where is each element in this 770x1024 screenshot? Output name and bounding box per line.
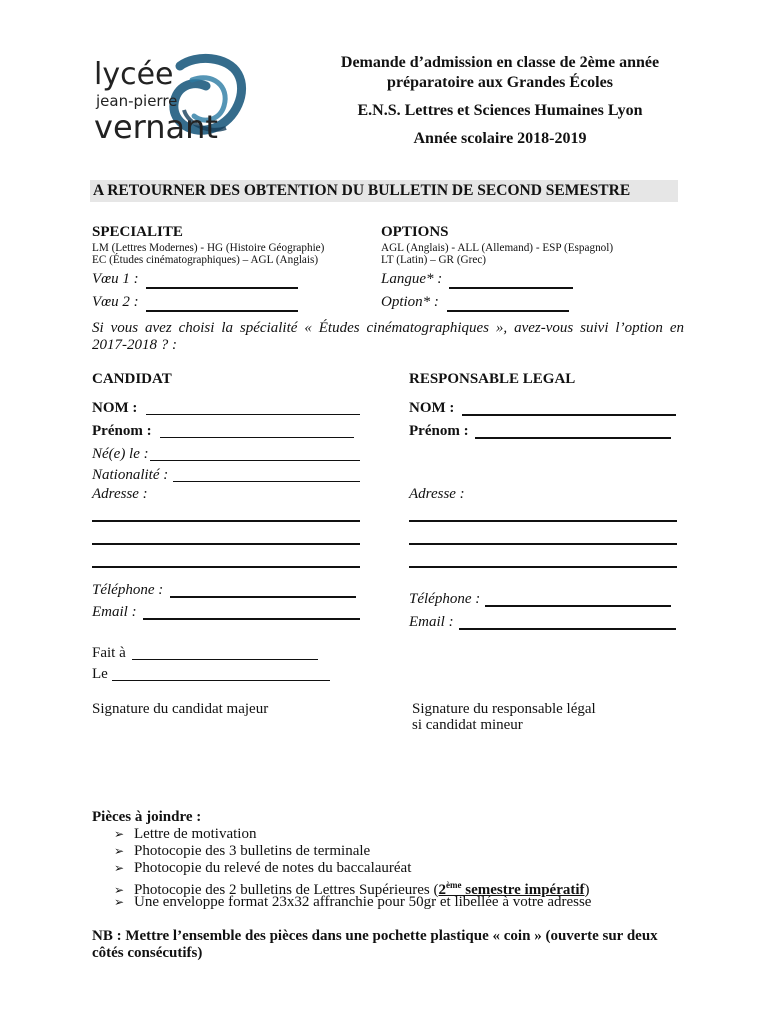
options-desc-2: LT (Latin) – GR (Grec) bbox=[381, 254, 487, 266]
langue-label: Langue* : bbox=[381, 271, 443, 287]
candidat-nom-field[interactable] bbox=[146, 414, 360, 415]
responsable-adresse-line-2[interactable] bbox=[409, 543, 677, 545]
piece-item: ➢ Photocopie des 2 bulletins de Lettres Supérieures (2ème semestre impératif) bbox=[114, 880, 590, 898]
specialite-desc-1: LM (Lettres Modernes) - HG (Histoire Géographie) bbox=[92, 242, 325, 254]
pieces-heading: Pièces à joindre : bbox=[92, 809, 202, 825]
options-desc-1: AGL (Anglais) - ALL (Allemand) - ESP (Espagnol) bbox=[381, 242, 614, 254]
piece-text: Photocopie du relevé de notes du baccalauréat bbox=[134, 860, 412, 876]
candidat-adresse-label: Adresse : bbox=[92, 486, 148, 502]
return-banner: A RETOURNER DES OBTENTION DU BULLETIN DE SECOND SEMESTRE bbox=[90, 180, 678, 202]
candidat-nationalite-field[interactable] bbox=[173, 481, 360, 482]
piece-item bbox=[114, 894, 591, 911]
voeu2-field[interactable] bbox=[146, 310, 298, 312]
logo-text-lycee: lycée bbox=[94, 57, 174, 92]
responsable-telephone-field[interactable] bbox=[485, 605, 671, 607]
signature-responsable-label-1: Signature du responsable légal bbox=[412, 701, 596, 717]
candidat-email-label: Email : bbox=[92, 604, 137, 620]
option-field[interactable] bbox=[447, 310, 569, 312]
responsable-heading: RESPONSABLE LEGAL bbox=[409, 371, 576, 387]
responsable-adresse-label: Adresse : bbox=[409, 486, 465, 502]
responsable-prenom-field[interactable] bbox=[475, 437, 671, 439]
responsable-nom-label: NOM : bbox=[409, 400, 455, 416]
arrowhead-bullet-icon: ➢ bbox=[114, 883, 125, 897]
candidat-heading: CANDIDAT bbox=[92, 371, 172, 387]
voeu1-label: Vœu 1 : bbox=[92, 271, 139, 287]
candidat-adresse-line-1[interactable] bbox=[92, 520, 360, 522]
candidat-prenom-field[interactable] bbox=[160, 437, 354, 438]
semestre-emphasis: 2ème semestre impératif bbox=[438, 880, 585, 898]
question-line-1: Si vous avez choisi la spécialité « Études cinématographiques », avez-vous suivi l’option en bbox=[92, 320, 684, 336]
question-line-2: 2017-2018 ? : bbox=[92, 337, 177, 353]
nb-note-line-2: côtés consécutifs) bbox=[92, 945, 203, 961]
logo-text-vernant: vernant bbox=[94, 108, 218, 146]
candidat-adresse-line-2[interactable] bbox=[92, 543, 360, 545]
piece-text: Photocopie des 3 bulletins de terminale bbox=[134, 843, 371, 859]
candidat-nom-label: NOM : bbox=[92, 400, 138, 416]
candidat-naissance-label: Né(e) le : bbox=[92, 446, 149, 462]
arrowhead-bullet-icon: ➢ bbox=[114, 827, 125, 841]
fait-a-field[interactable] bbox=[132, 659, 318, 660]
specialite-desc-2: EC (Études cinématographiques) – AGL (Anglais) bbox=[92, 254, 319, 266]
candidat-email-field[interactable] bbox=[143, 618, 360, 620]
piece-item bbox=[114, 826, 256, 843]
school-logo bbox=[88, 50, 268, 150]
piece-text: Photocopie des 2 bulletins de Lettres Supérieures ( bbox=[134, 882, 439, 898]
responsable-email-field[interactable] bbox=[459, 628, 676, 630]
signature-candidat-label: Signature du candidat majeur bbox=[92, 701, 269, 717]
candidat-adresse-line-3[interactable] bbox=[92, 566, 360, 568]
signature-responsable-label-2: si candidat mineur bbox=[412, 717, 523, 733]
arrowhead-bullet-icon: ➢ bbox=[114, 895, 125, 909]
option-label: Option* : bbox=[381, 294, 439, 310]
arrowhead-bullet-icon: ➢ bbox=[114, 861, 125, 875]
logo-graphic bbox=[88, 50, 268, 150]
langue-field[interactable] bbox=[449, 287, 573, 289]
header-title-line2: préparatoire aux Grandes Écoles bbox=[387, 74, 613, 91]
piece-item bbox=[114, 843, 370, 860]
piece-text: Lettre de motivation bbox=[134, 826, 257, 842]
responsable-email-label: Email : bbox=[409, 614, 454, 630]
specialite-heading: SPECIALITE bbox=[92, 224, 183, 240]
header-year: Année scolaire 2018-2019 bbox=[413, 130, 587, 147]
header-school: E.N.S. Lettres et Sciences Humaines Lyon bbox=[357, 102, 643, 119]
candidat-nationalite-label: Nationalité : bbox=[92, 467, 169, 483]
piece-item bbox=[114, 860, 411, 877]
piece-text: Une enveloppe format 23x32 affranchie pour 50gr et libellée à votre adresse bbox=[134, 894, 592, 910]
voeu1-field[interactable] bbox=[146, 287, 298, 289]
candidat-naissance-field[interactable] bbox=[150, 460, 360, 461]
arrowhead-bullet-icon: ➢ bbox=[114, 844, 125, 858]
candidat-telephone-field[interactable] bbox=[170, 596, 356, 598]
nb-note-line-1: NB : Mettre l’ensemble des pièces dans une pochette plastique « coin » (ouverte sur deux bbox=[92, 928, 658, 944]
responsable-prenom-label: Prénom : bbox=[409, 423, 469, 439]
responsable-adresse-line-1[interactable] bbox=[409, 520, 677, 522]
candidat-prenom-label: Prénom : bbox=[92, 423, 152, 439]
date-label: Le bbox=[92, 666, 108, 682]
options-heading: OPTIONS bbox=[381, 224, 449, 240]
voeu2-label: Vœu 2 : bbox=[92, 294, 139, 310]
responsable-nom-field[interactable] bbox=[462, 414, 676, 416]
date-field[interactable] bbox=[112, 680, 330, 681]
fait-a-label: Fait à bbox=[92, 645, 126, 661]
header-title-line1: Demande d’admission en classe de 2ème année bbox=[340, 54, 660, 71]
candidat-telephone-label: Téléphone : bbox=[92, 582, 164, 598]
logo-text-jean-pierre: jean-pierre bbox=[96, 92, 178, 110]
responsable-telephone-label: Téléphone : bbox=[409, 591, 481, 607]
responsable-adresse-line-3[interactable] bbox=[409, 566, 677, 568]
